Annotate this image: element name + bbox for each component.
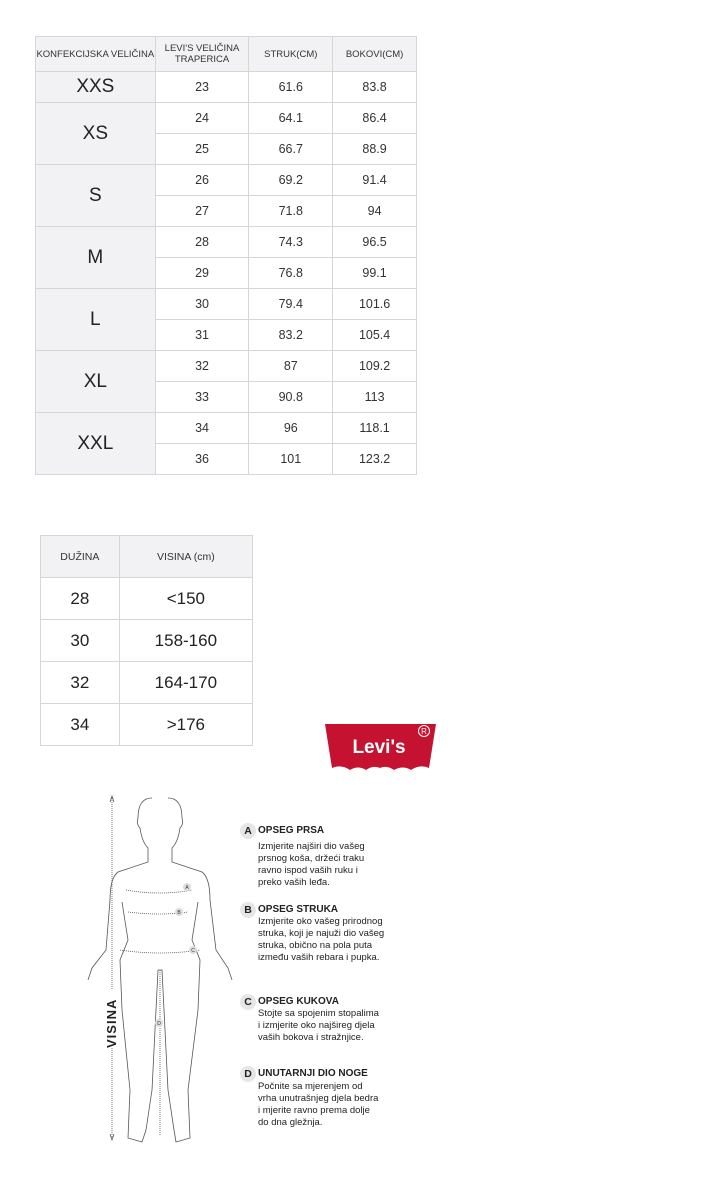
size-table-row	[36, 413, 417, 444]
hips-cell: 123.2	[333, 444, 417, 475]
guide-description-line: do dna gležnja.	[258, 1117, 323, 1128]
marker-a: A	[185, 885, 189, 891]
guide-description-line: preko vaših leđa.	[258, 877, 330, 888]
guide-description-line: struka, koji je najuži dio vašeg	[258, 928, 385, 939]
waist-cell: 61.6	[249, 72, 333, 103]
levis-logo	[323, 722, 438, 774]
length-table-header-row	[41, 536, 253, 578]
waist-cell: 87	[249, 351, 333, 382]
guide-letter-d: D	[240, 1066, 256, 1082]
size-label-cell: S	[36, 165, 156, 227]
hips-cell: 113	[333, 382, 417, 413]
jeans-size-cell: 33	[155, 382, 249, 413]
guide-letter-b: B	[240, 902, 256, 918]
jeans-size-cell: 28	[155, 227, 249, 258]
registered-mark: R	[421, 727, 427, 736]
jeans-size-cell: 34	[155, 413, 249, 444]
length-cell: 28	[41, 578, 120, 620]
size-chart-table	[35, 36, 417, 475]
height-label: VISINA	[104, 998, 119, 1048]
guide-description	[258, 1008, 418, 1044]
hips-cell: 88.9	[333, 134, 417, 165]
size-label-cell: XXS	[36, 72, 156, 103]
guide-description-line: Stojte sa spojenim stopalima	[258, 1008, 379, 1019]
body-measurement-figure	[80, 790, 240, 1150]
waist-cell: 101	[249, 444, 333, 475]
hips-cell: 99.1	[333, 258, 417, 289]
length-cell: 34	[41, 704, 120, 746]
guide-description-line: vrha unutrašnjeg djela bedra	[258, 1093, 379, 1104]
guide-description	[258, 916, 418, 964]
size-label-cell: XXL	[36, 413, 156, 475]
waist-cell: 90.8	[249, 382, 333, 413]
length-table-row	[41, 662, 253, 704]
size-table-row	[36, 289, 417, 320]
waist-cell: 69.2	[249, 165, 333, 196]
header-struk: STRUK(CM)	[249, 37, 333, 72]
waist-cell: 74.3	[249, 227, 333, 258]
guide-letter-a: A	[240, 823, 256, 839]
hips-cell: 86.4	[333, 103, 417, 134]
header-bokovi: BOKOVI(CM)	[333, 37, 417, 72]
waist-cell: 71.8	[249, 196, 333, 227]
waist-cell: 83.2	[249, 320, 333, 351]
jeans-size-cell: 30	[155, 289, 249, 320]
hip-line	[120, 950, 200, 953]
jeans-size-cell: 31	[155, 320, 249, 351]
waist-cell: 76.8	[249, 258, 333, 289]
size-label-cell: L	[36, 289, 156, 351]
guide-description	[258, 1081, 418, 1129]
size-table-row	[36, 165, 417, 196]
hips-cell: 118.1	[333, 413, 417, 444]
jeans-size-cell: 25	[155, 134, 249, 165]
header-visina: VISINA (cm)	[119, 536, 252, 578]
size-label-cell: XS	[36, 103, 156, 165]
length-chart-table	[40, 535, 253, 746]
marker-b: B	[177, 910, 181, 916]
guide-description-line: vaših bokova i stražnjice.	[258, 1032, 364, 1043]
header-konfekcijska: KONFEKCIJSKA VELIČINA	[36, 37, 156, 72]
guide-title: OPSEG PRSA	[258, 825, 325, 836]
hips-cell: 96.5	[333, 227, 417, 258]
waist-cell: 64.1	[249, 103, 333, 134]
guide-description-line: između vaših rebara i pupka.	[258, 952, 380, 963]
height-cell: 158-160	[119, 620, 252, 662]
jeans-size-cell: 36	[155, 444, 249, 475]
guide-description-line: prsnog koša, držeći traku	[258, 853, 365, 864]
jeans-size-cell: 24	[155, 103, 249, 134]
guide-description-line: Počnite sa mjerenjem od	[258, 1081, 363, 1092]
size-table-row	[36, 351, 417, 382]
height-cell: 164-170	[119, 662, 252, 704]
waist-cell: 79.4	[249, 289, 333, 320]
hips-cell: 101.6	[333, 289, 417, 320]
guide-title: UNUTARNJI DIO NOGE	[258, 1068, 368, 1079]
chest-line	[126, 890, 192, 893]
length-table-row	[41, 704, 253, 746]
guide-letter-c: C	[240, 994, 256, 1010]
marker-c: C	[191, 948, 195, 954]
hips-cell: 83.8	[333, 72, 417, 103]
size-table-row	[36, 72, 417, 103]
guide-description	[258, 841, 418, 889]
jeans-size-cell: 27	[155, 196, 249, 227]
length-table-row	[41, 620, 253, 662]
size-label-cell: XL	[36, 351, 156, 413]
jeans-size-cell: 26	[155, 165, 249, 196]
size-table-header-row	[36, 37, 417, 72]
hips-cell: 94	[333, 196, 417, 227]
header-duzina: DUŽINA	[41, 536, 120, 578]
size-table-row	[36, 103, 417, 134]
guide-description-line: i izmjerite oko najšireg djela	[258, 1020, 375, 1031]
guide-description-line: Izmjerite oko vašeg prirodnog	[258, 916, 383, 927]
guide-description-line: ravno ispod vaših ruku i	[258, 865, 358, 876]
guide-title: OPSEG KUKOVA	[258, 996, 339, 1007]
height-cell: <150	[119, 578, 252, 620]
hips-cell: 109.2	[333, 351, 417, 382]
logo-wordmark: Levi's	[352, 737, 406, 758]
jeans-size-cell: 32	[155, 351, 249, 382]
length-cell: 32	[41, 662, 120, 704]
jeans-size-cell: 23	[155, 72, 249, 103]
jeans-size-cell: 29	[155, 258, 249, 289]
header-levis-size: LEVI'S VELIČINA TRAPERICA	[155, 37, 249, 72]
size-label-cell: M	[36, 227, 156, 289]
hips-cell: 105.4	[333, 320, 417, 351]
guide-description-line: Izmjerite najširi dio vašeg	[258, 841, 365, 852]
marker-d: D	[157, 1021, 161, 1027]
length-cell: 30	[41, 620, 120, 662]
waist-cell: 66.7	[249, 134, 333, 165]
guide-description-line: struka, obično na pola puta	[258, 940, 373, 951]
length-table-row	[41, 578, 253, 620]
hips-cell: 91.4	[333, 165, 417, 196]
waist-cell: 96	[249, 413, 333, 444]
guide-description-line: i mjerite ravno prema dolje	[258, 1105, 370, 1116]
size-table-row	[36, 227, 417, 258]
guide-title: OPSEG STRUKA	[258, 904, 339, 915]
height-cell: >176	[119, 704, 252, 746]
